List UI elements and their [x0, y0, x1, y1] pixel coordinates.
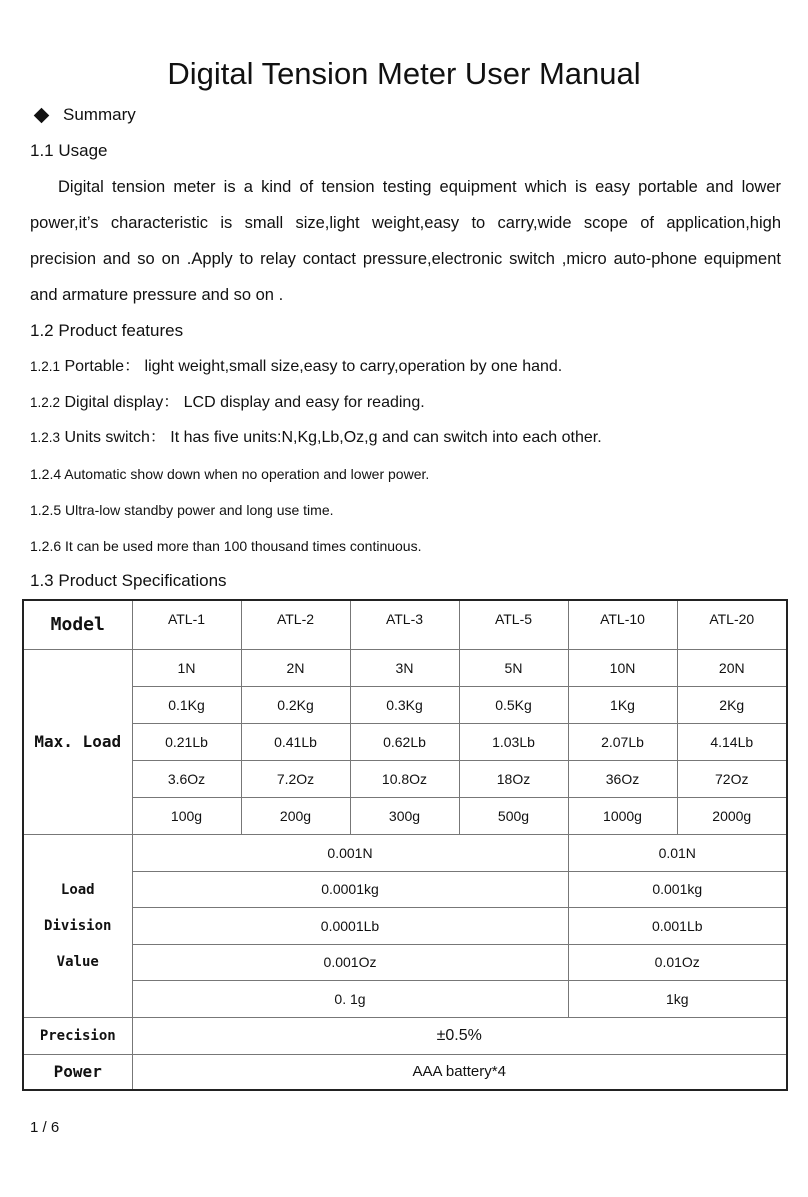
precision-value: ±0.5%: [132, 1017, 787, 1054]
max-load-cell: 7.2Oz: [241, 760, 350, 797]
specifications-heading: 1.3 Product Specifications: [30, 571, 227, 590]
max-load-cell: 0.21Lb: [132, 723, 241, 760]
feature-item: [30, 500, 334, 520]
feature-item: [30, 464, 429, 484]
feature-number: 1.2.3: [30, 430, 61, 445]
max-load-cell: 0.41Lb: [241, 723, 350, 760]
usage-heading: 1.1 Usage: [30, 141, 108, 160]
feature-text: Digital display： LCD display and easy for reading.: [64, 394, 425, 411]
usage-paragraph-line-4: and armature pressure and so on .: [30, 286, 284, 304]
page-number: 1 / 6: [30, 1119, 60, 1136]
document-title: Digital Tension Meter User Manual: [167, 56, 641, 91]
power-value: AAA battery*4: [132, 1054, 787, 1090]
usage-paragraph-line-1: Digital tension meter is a kind of tension testing equipment which is easy portable and lower: [58, 178, 781, 196]
feature-text: Automatic show down when no operation and lower power.: [64, 466, 430, 482]
max-load-row: [23, 797, 787, 834]
usage-paragraph-line-3: precision and so on .Apply to relay contact pressure,electronic switch ,micro auto-phone equipment: [30, 250, 781, 268]
feature-number: 1.2.5: [30, 502, 62, 518]
summary-heading: [30, 104, 136, 126]
max-load-cell: 500g: [459, 797, 568, 834]
feature-text: Portable： light weight,small size,easy to carry,operation by one hand.: [64, 358, 563, 375]
features-heading: 1.2 Product features: [30, 321, 184, 340]
feature-number: 1.2.6: [30, 538, 62, 554]
feature-text: Ultra-low standby power and long use time.: [65, 502, 334, 518]
load-division-value-label: [23, 834, 132, 1017]
max-load-cell: 2000g: [677, 797, 787, 834]
model-cell: ATL-10: [568, 600, 677, 649]
max-load-cell: 72Oz: [677, 760, 787, 797]
max-load-cell: 2N: [241, 649, 350, 686]
division-cell: 0.01Oz: [568, 944, 787, 980]
feature-number: 1.2.1: [30, 359, 61, 374]
division-row: [23, 980, 787, 1017]
max-load-cell: 10.8Oz: [350, 760, 459, 797]
max-load-row: [23, 649, 787, 686]
model-label: Model: [23, 600, 132, 649]
division-cell: 1kg: [568, 980, 787, 1017]
division-cell: 0.001Lb: [568, 907, 787, 944]
specifications-table: [22, 599, 788, 1091]
precision-label: Precision: [23, 1017, 132, 1054]
max-load-cell: 1N: [132, 649, 241, 686]
max-load-cell: 1.03Lb: [459, 723, 568, 760]
max-load-cell: 3.6Oz: [132, 760, 241, 797]
division-row: [23, 871, 787, 907]
max-load-cell: 0.5Kg: [459, 686, 568, 723]
max-load-cell: 36Oz: [568, 760, 677, 797]
max-load-cell: 2.07Lb: [568, 723, 677, 760]
division-cell: 0.001Oz: [132, 944, 568, 980]
max-load-cell: 4.14Lb: [677, 723, 787, 760]
division-row: [23, 834, 787, 871]
max-load-label: Max. Load: [23, 649, 132, 834]
precision-row: [23, 1017, 787, 1054]
division-cell: 0.0001kg: [132, 871, 568, 907]
usage-paragraph-line-2: power,it’s characteristic is small size,light weight,easy to carry,wide scope of application,high: [30, 214, 781, 232]
model-row: [23, 600, 787, 649]
feature-number: 1.2.2: [30, 395, 61, 410]
max-load-cell: 20N: [677, 649, 787, 686]
max-load-cell: 200g: [241, 797, 350, 834]
model-cell: ATL-1: [132, 600, 241, 649]
max-load-cell: 18Oz: [459, 760, 568, 797]
division-cell: 0.01N: [568, 834, 787, 871]
division-label-line: Load: [60, 881, 95, 898]
division-label-line: Value: [56, 953, 99, 970]
power-label: Power: [23, 1054, 132, 1090]
division-row: [23, 944, 787, 980]
max-load-row: [23, 760, 787, 797]
division-row: [23, 907, 787, 944]
max-load-cell: 0.2Kg: [241, 686, 350, 723]
diamond-bullet-icon: [34, 107, 50, 123]
feature-number: 1.2.4: [30, 466, 62, 482]
model-cell: ATL-20: [677, 600, 787, 649]
max-load-cell: 0.3Kg: [350, 686, 459, 723]
division-cell: 0.0001Lb: [132, 907, 568, 944]
max-load-cell: 5N: [459, 649, 568, 686]
max-load-cell: 0.62Lb: [350, 723, 459, 760]
feature-item: [30, 357, 562, 377]
division-label-line: Division: [44, 917, 112, 934]
max-load-cell: 2Kg: [677, 686, 787, 723]
feature-item: [30, 393, 425, 413]
max-load-cell: 10N: [568, 649, 677, 686]
max-load-row: [23, 723, 787, 760]
division-cell: 0.001kg: [568, 871, 787, 907]
feature-item: [30, 536, 421, 556]
model-cell: ATL-5: [459, 600, 568, 649]
summary-label: Summary: [63, 105, 136, 124]
feature-item: [30, 428, 602, 448]
feature-text: It can be used more than 100 thousand times continuous.: [65, 538, 422, 554]
max-load-cell: 3N: [350, 649, 459, 686]
max-load-cell: 100g: [132, 797, 241, 834]
max-load-cell: 1000g: [568, 797, 677, 834]
division-cell: 0.001N: [132, 834, 568, 871]
max-load-cell: 1Kg: [568, 686, 677, 723]
power-row: [23, 1054, 787, 1090]
max-load-cell: 0.1Kg: [132, 686, 241, 723]
model-cell: ATL-2: [241, 600, 350, 649]
feature-text: Units switch： It has five units:N,Kg,Lb,Oz,g and can switch into each other.: [64, 429, 602, 446]
division-cell: 0. 1g: [132, 980, 568, 1017]
max-load-row: [23, 686, 787, 723]
max-load-cell: 300g: [350, 797, 459, 834]
model-cell: ATL-3: [350, 600, 459, 649]
